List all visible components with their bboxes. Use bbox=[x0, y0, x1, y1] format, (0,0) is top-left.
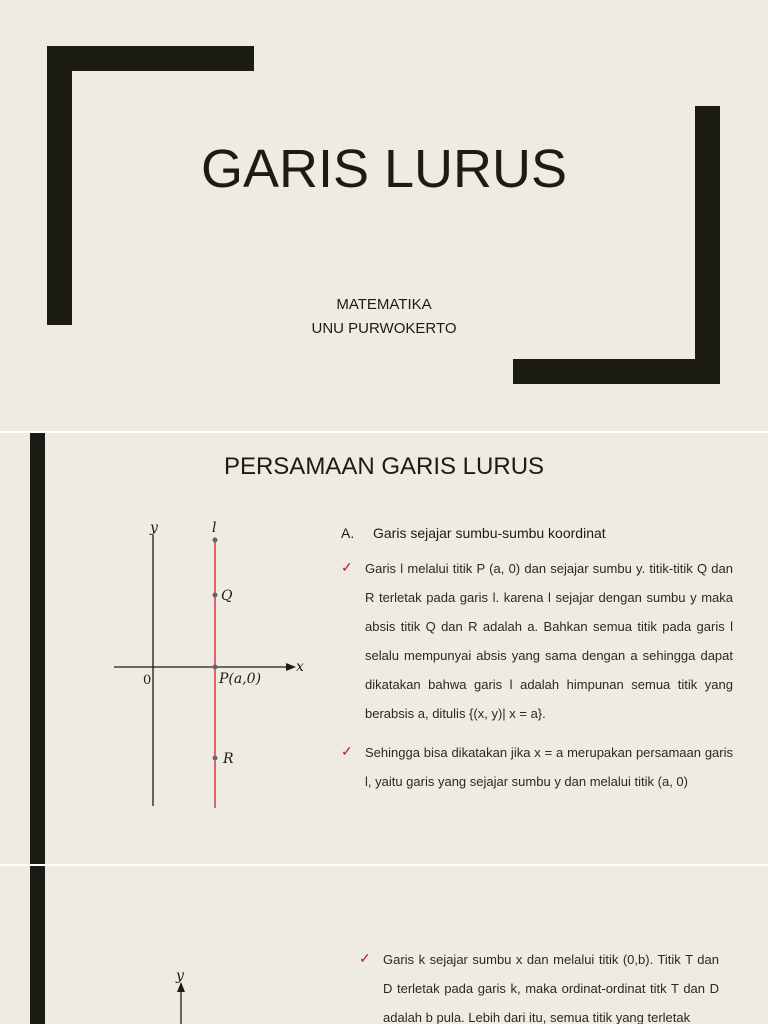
subtitle-line-2: UNU PURWOKERTO bbox=[311, 320, 457, 337]
point-p bbox=[213, 665, 218, 670]
frame-bottom-right-horizontal bbox=[513, 359, 720, 384]
horizontal-line-diagram bbox=[160, 966, 220, 1024]
title-slide bbox=[0, 0, 768, 431]
point-q-label: Q bbox=[221, 588, 233, 604]
frame-top-left-horizontal bbox=[47, 46, 254, 71]
y-axis-label: y bbox=[150, 520, 158, 536]
section-letter: A. bbox=[341, 525, 355, 541]
checkmark-icon: ✓ bbox=[341, 743, 353, 759]
point-r-label: R bbox=[223, 751, 234, 767]
subtitle-line-1: MATEMATIKA bbox=[336, 296, 432, 313]
origin-label: 0 bbox=[143, 673, 152, 688]
point-top bbox=[213, 538, 218, 543]
vertical-line-diagram bbox=[100, 518, 320, 818]
point-p-label: P(a,0) bbox=[219, 671, 262, 687]
point-q bbox=[213, 593, 218, 598]
y-axis-label: y bbox=[176, 968, 184, 984]
slide-subtitle bbox=[0, 293, 768, 341]
section-heading-text: Garis sejajar sumbu-sumbu koordinat bbox=[373, 525, 606, 541]
content-slide bbox=[0, 433, 768, 864]
checkmark-icon: ✓ bbox=[341, 559, 353, 575]
point-r bbox=[213, 756, 218, 761]
slide-title: GARIS LURUS bbox=[200, 139, 568, 199]
left-accent-bar bbox=[30, 866, 45, 1024]
bullet-1: Garis l melalui titik P (a, 0) dan sejajar sumbu y. titik-titik Q dan R terletak pada garis l. karena l sejajar dengan sumbu y maka absis titik Q dan R adalah a. Bahkan semua titik pada garis l selalu mempunyai absis yang sama dengan a sehingga dapat dikatakan bahwa garis l adalah himpunan semua titik yang berabsis a, ditulis {(x, y)| x = a}. bbox=[365, 561, 733, 721]
checkmark-icon: ✓ bbox=[359, 950, 371, 966]
section-heading bbox=[341, 525, 606, 541]
bullet-1: Garis k sejajar sumbu x dan melalui titik (0,b). Titik T dan D terletak pada garis k, maka ordinat-ordinat titk T dan D adalah b pula. Lebih dari itu, semua titik yang terletak bbox=[383, 952, 719, 1024]
line-l-label: l bbox=[212, 520, 217, 536]
content-slide-partial bbox=[0, 866, 768, 1024]
x-axis-label: x bbox=[296, 659, 304, 675]
slide-title: PERSAMAAN GARIS LURUS bbox=[223, 453, 545, 480]
bullet-2: Sehingga bisa dikatakan jika x = a merupakan persamaan garis l, yaitu garis yang sejajar sumbu y dan melalui titik (a, 0) bbox=[365, 745, 733, 789]
left-accent-bar bbox=[30, 433, 45, 864]
x-axis-arrow bbox=[286, 663, 296, 671]
